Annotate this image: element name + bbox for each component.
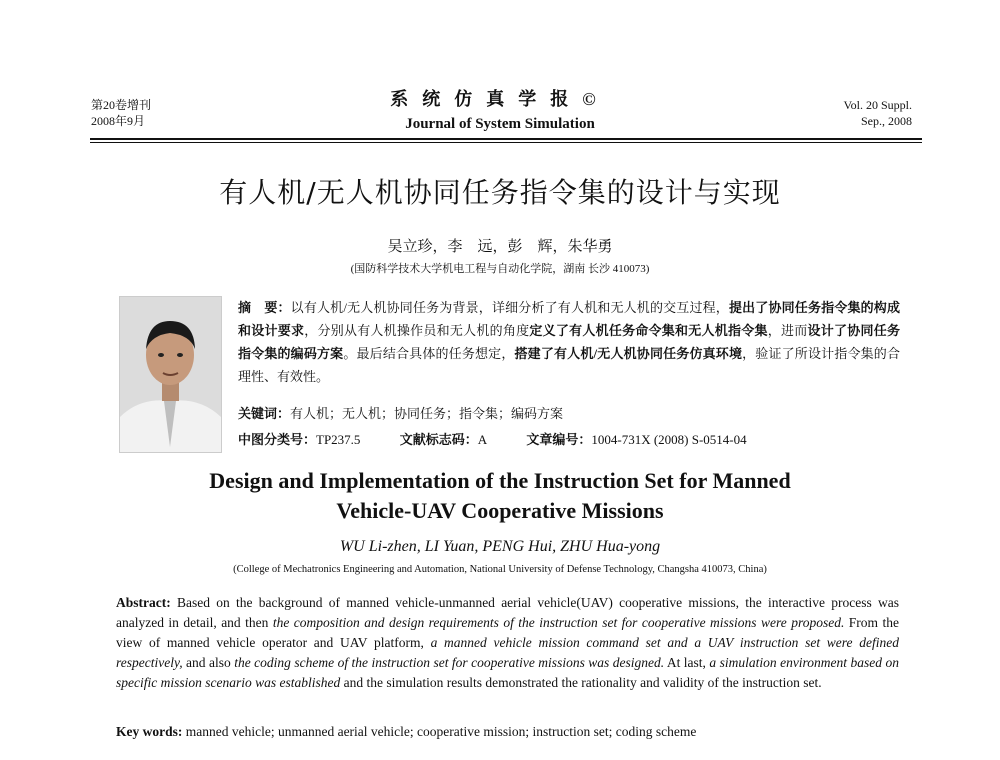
- abstract-en-italic-3: the coding scheme of the instruction set for cooperative missions was designed.: [234, 655, 665, 670]
- journal-title-en: Journal of System Simulation: [405, 116, 595, 132]
- authors-en: WU Li-zhen, LI Yuan, PENG Hui, ZHU Hua-yong: [339, 538, 661, 555]
- abstract-en-text-5: and the simulation results demonstrated the rationality and validity of the instruction set.: [340, 675, 822, 690]
- abstract-cn-bold-2: 定义了有人机任务命令集和无人机指令集: [529, 323, 768, 338]
- authors-cn: 吴立珍，李 远，彭 辉，朱华勇: [387, 239, 613, 255]
- abstract-en-text-1: Based on the background of manned vehicle-unmanned aerial vehicle(UAV) cooperative missions, the interactive process was analyzed in detail, and then: [116, 595, 899, 630]
- keywords-cn-text: 有人机；无人机；协同任务；指令集；编码方案: [290, 406, 564, 421]
- abstract-cn-text-1: 以有人机/无人机协同任务为背景，详细分析了有人机和无人机的交互过程，: [290, 300, 729, 315]
- clc-label: 中图分类号：: [238, 432, 317, 447]
- document-code: [400, 432, 487, 447]
- paper-title-en-line-1: Design and Implementation of the Instruction Set for Manned: [209, 468, 791, 493]
- abstract-cn-bold-3: 设计了协同任务指令集的编码方案: [238, 323, 900, 361]
- paper-title-cn: 有人机/无人机协同任务指令集的设计与实现: [219, 176, 781, 209]
- abstract-en-italic-4: a simulation environment based on specific mission scenario was established: [116, 655, 899, 690]
- abstract-en: [116, 593, 899, 693]
- header-rule-thick: [90, 138, 922, 140]
- date-cn: 2008年9月: [91, 114, 146, 128]
- doc-label: 文献标志码：: [399, 432, 478, 447]
- abstract-cn-bold-4: 搭建了有人机/无人机协同任务仿真环境: [514, 346, 743, 361]
- affiliation-cn: (国防科学技术大学机电工程与自动化学院，湖南 长沙 410073): [350, 263, 650, 275]
- abstract-cn-text-5: ，验证了所设计指令集的合理性、有效性。: [238, 346, 900, 384]
- abstract-cn: [238, 296, 900, 388]
- keywords-en-text: manned vehicle; unmanned aerial vehicle; cooperative mission; instruction set; coding scheme: [182, 724, 697, 739]
- author-photo: [119, 296, 222, 453]
- keywords-cn-label: 关键词：: [238, 406, 291, 421]
- header-rule-thin: [90, 142, 922, 143]
- article-label: 文章编号：: [526, 432, 592, 447]
- classification-line: [238, 430, 900, 450]
- abstract-en-italic-2: a manned vehicle mission command set and a UAV instruction set were defined respectively,: [116, 635, 899, 670]
- abstract-en-text-4: At last,: [664, 655, 710, 670]
- abstract-cn-bold-1: 提出了协同任务指令集的构成和设计要求: [238, 300, 900, 338]
- clc-value: TP237.5: [316, 432, 361, 447]
- abstract-en-text-3: and also: [182, 655, 235, 670]
- keywords-en: [116, 722, 899, 742]
- abstract-cn-text-4: 。最后结合具体的任务想定，: [343, 346, 515, 361]
- paper-title-en: [0, 466, 1000, 526]
- abstract-en-italic-1: the composition and design requirements of the instruction set for cooperative missions were proposed.: [272, 615, 845, 630]
- paper-title-en-line-2: Vehicle-UAV Cooperative Missions: [336, 498, 664, 523]
- abstract-cn-text-3: ，进而: [767, 323, 808, 338]
- volume-cn: 第20卷增刊: [91, 98, 152, 112]
- keywords-cn: [238, 404, 563, 424]
- journal-title-cn: 系统仿真学报©: [390, 89, 610, 109]
- author-portrait-icon: [120, 297, 221, 452]
- volume-en: Vol. 20 Suppl.: [843, 98, 912, 112]
- abstract-cn-text-2: ，分别从有人机操作员和无人机的角度: [304, 323, 530, 338]
- keywords-en-label: Key words:: [116, 724, 183, 739]
- article-value: 1004-731X (2008) S-0514-04: [591, 432, 747, 447]
- abstract-en-text-2: From the view of manned vehicle operator and UAV platform,: [116, 615, 899, 650]
- affiliation-en: (College of Mechatronics Engineering and Automation, National University of Defense Technology, Changsha 410073, China): [233, 564, 767, 575]
- clc-number: [238, 432, 360, 447]
- header-right: [844, 97, 912, 129]
- abstract-cn-label: 摘 要：: [238, 300, 291, 315]
- date-en: Sep., 2008: [861, 114, 912, 128]
- doc-value: A: [477, 432, 488, 447]
- article-number: [526, 432, 746, 447]
- abstract-en-label: Abstract:: [116, 595, 171, 610]
